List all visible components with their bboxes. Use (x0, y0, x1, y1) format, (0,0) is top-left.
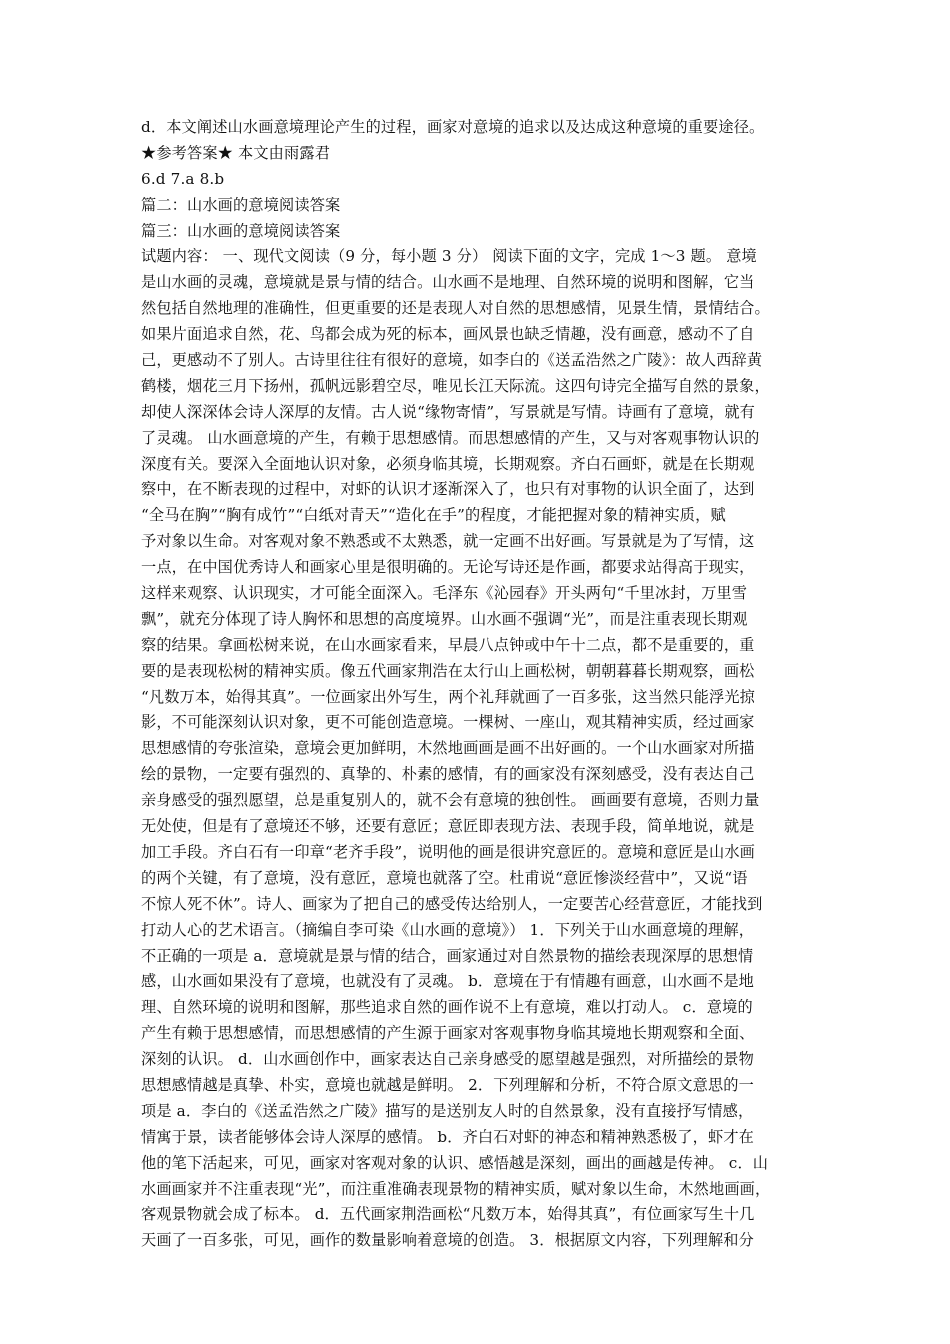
text-line: 察的结果。拿画松树来说，在山水画家看来，早晨八点钟或中午十二点，都不是重要的，重 (141, 635, 755, 654)
text-line: 感，山水画如果没有了意境，也就没有了灵魂。 b．意境在于有情趣有画意，山水画不是地 (141, 972, 755, 991)
text-line: 的两个关键，有了意境，没有意匠，意境也就落了空。杜甫说“意匠惨淡经营中”，又说“语 (141, 868, 748, 887)
text-line: “全马在胸”“胸有成竹”“白纸对青天”“造化在手”的程度，才能把握对象的精神实质，赋 (141, 506, 726, 525)
text-line: 情寓于景，读者能够体会诗人深厚的感情。 b．齐白石对虾的神态和精神熟悉极了，虾才在 (141, 1127, 755, 1146)
text-line: 客观景物就会成了标本。 d．五代画家荆浩画松“凡数万本，始得其真”，有位画家写生十几 (141, 1205, 755, 1224)
text-line: 项是 a．李白的《送孟浩然之广陵》描写的是送别友人时的自然景象，没有直接抒写情感， (141, 1101, 754, 1120)
text-line: 6.d 7.a 8.b (141, 169, 225, 188)
text-line: 水画画家并不注重表现“光”，而注重准确表现景物的精神实质，赋对象以生命，木然地画画， (141, 1179, 771, 1198)
text-line: 如果片面追求自然，花、鸟都会成为死的标本，画风景也缺乏情趣，没有画意，感动不了自 (141, 325, 755, 344)
text-line: 深度有关。要深入全面地认识对象，必须身临其境，长期观察。齐白石画虾，就是在长期观 (141, 454, 755, 473)
text-line: d．本文阐述山水画意境理论产生的过程，画家对意境的追求以及达成这种意境的重要途径。 (141, 118, 765, 136)
text-line: 不正确的一项是 a．意境就是景与情的结合，画家通过对自然景物的描绘表现深厚的思想情 (141, 946, 754, 965)
text-line: 这样来观察、认识现实，才可能全面深入。毛泽东《沁园春》开头两句“千里冰封，万里雪 (141, 584, 748, 603)
text-line: 亲身感受的强烈愿望，总是重复别人的，就不会有意境的独创性。 画画要有意境，否则力量 (141, 791, 760, 810)
text-line: 他的笔下活起来，可见，画家对客观对象的认识、感悟越是深刻，画出的画越是传神。 c．山 (141, 1153, 769, 1172)
document-body (141, 115, 813, 1254)
text-line: 绘的景物，一定要有强烈的、真挚的、朴素的感情，有的画家没有深刻感受，没有表达自己 (141, 765, 755, 784)
text-line: 思想感情越是真挚、朴实，意境也就越是鲜明。 2．下列理解和分析，不符合原文意思的一 (141, 1075, 754, 1094)
text-line: 鹤楼，烟花三月下扬州，孤帆远影碧空尽，唯见长江天际流。这四句诗完全描写自然的景象， (141, 376, 770, 395)
text-line: 不惊人死不休”。诗人、画家为了把自己的感受传达给别人，一定要苦心经营意匠，才能找到 (141, 894, 763, 913)
text-line: 加工手段。齐白石有一印章“老齐手段”，说明他的画是很讲究意匠的。意境和意匠是山水画 (141, 842, 755, 861)
text-line: 深刻的认识。 d．山水画创作中，画家表达自己亲身感受的愿望越是强烈，对所描绘的景物 (141, 1050, 755, 1069)
text-line: 无处使，但是有了意境还不够，还要有意匠；意匠即表现方法、表现手段，简单地说，就是 (141, 817, 755, 836)
text-line: 篇三：山水画的意境阅读答案 (141, 221, 341, 240)
text-line: 察中，在不断表现的过程中，对虾的认识才逐渐深入了，也只有对事物的认识全面了，达到 (141, 480, 755, 499)
text-line: 却使人深深体会诗人深厚的友情。古人说“缘物寄情”，写景就是写情。诗画有了意境，就有 (141, 402, 755, 421)
text-line: 试题内容： 一、现代文阅读（9 分，每小题 3 分） 阅读下面的文字，完成 1～3 题。 意境 (141, 247, 757, 266)
text-line: 然包括自然地理的准确性，但更重要的还是表现人对自然的思想感情，见景生情，景情结合。 (141, 299, 770, 318)
text-line: 了灵魂。 山水画意境的产生，有赖于思想感情。而思想感情的产生，又与对客观事物认识的 (141, 428, 760, 447)
text-line: “凡数万本，始得其真”。一位画家出外写生，两个礼拜就画了一百多张，这当然只能浮光掠 (141, 687, 755, 706)
text-line: 是山水画的灵魂，意境就是景与情的结合。山水画不是地理、自然环境的说明和图解，它当 (141, 273, 755, 292)
text-line: 打动人心的艺术语言。（摘编自李可染《山水画的意境》） 1．下列关于山水画意境的理解， (141, 920, 755, 939)
text-line: 予对象以生命。对客观对象不熟悉或不太熟悉，就一定画不出好画。写景就是为了写情，这 (141, 532, 755, 551)
text-line: 篇二：山水画的意境阅读答案 (141, 195, 341, 214)
text-line: 天画了一百多张，可见，画作的数量影响着意境的创造。 3．根据原文内容，下列理解和分 (141, 1231, 754, 1250)
text-line: 飘”，就充分体现了诗人胸怀和思想的高度境界。山水画不强调“光”，而是注重表现长期观 (141, 609, 748, 628)
text-line: 理、自然环境的说明和图解，那些追求自然的画作说不上有意境，难以打动人。 c．意境的 (141, 998, 753, 1017)
text-line: 思想感情的夸张渲染，意境会更加鲜明，木然地画画是画不出好画的。一个山水画家对所描 (141, 739, 755, 758)
text-line: ★参考答案★ 本文由雨露君 (141, 143, 331, 162)
text-line: 要的是表现松树的精神实质。像五代画家荆浩在太行山上画松树，朝朝暮暮长期观察，画松 (141, 661, 755, 680)
text-line: 影，不可能深刻认识对象，更不可能创造意境。一棵树、一座山，观其精神实质，经过画家 (141, 713, 755, 732)
text-line: 一点，在中国优秀诗人和画家心里是很明确的。无论写诗还是作画，都要求站得高于现实， (141, 558, 755, 577)
text-line: 己，更感动不了别人。古诗里往往有很好的意境，如李白的《送孟浩然之广陵》：故人西辞黄 (141, 351, 763, 370)
text-line: 产生有赖于思想感情，而思想感情的产生源于画家对客观事物身临其境地长期观察和全面、 (141, 1024, 755, 1043)
